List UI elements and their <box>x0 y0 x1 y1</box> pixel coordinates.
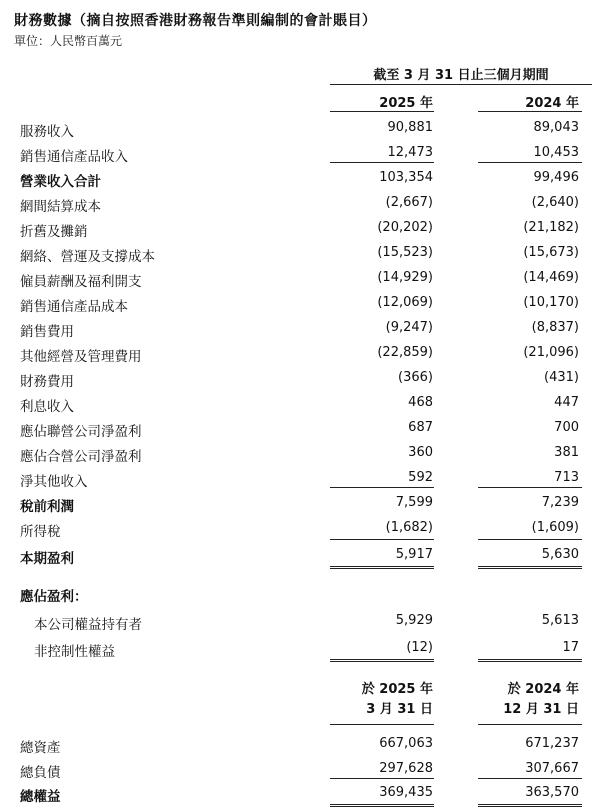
table-row <box>0 241 600 266</box>
value-2024: 7,239 <box>541 495 579 510</box>
value-2025: (9,247) <box>385 320 433 335</box>
attributable-heading: 應佔盈利： <box>20 589 88 605</box>
table-row <box>0 266 600 291</box>
table-row <box>0 166 600 191</box>
row-label: 總權益 <box>20 789 61 805</box>
value-2025: 360 <box>408 445 433 460</box>
value-2024: (1,609) <box>531 520 579 535</box>
row-label: 本公司權益持有者 <box>34 617 142 633</box>
value-2025: 468 <box>408 395 433 410</box>
period-header: 截至 3 月 31 日止三個月期間 <box>373 68 549 83</box>
table-row <box>0 609 600 634</box>
row-label: 網絡、營運及支撐成本 <box>20 249 155 265</box>
value-2025: 667,063 <box>379 736 433 751</box>
row-label: 網間結算成本 <box>20 199 101 215</box>
table-row <box>0 636 600 661</box>
bs-col-2024-line2: 12 月 31 日 <box>503 702 579 717</box>
row-label: 所得稅 <box>20 524 61 540</box>
subtotal-line-2024 <box>478 487 582 488</box>
table-row <box>0 316 600 341</box>
value-2025: 5,917 <box>395 547 433 562</box>
subtotal-line-2025 <box>330 487 434 488</box>
total-double-line-2024 <box>478 566 582 569</box>
value-2024: 713 <box>554 470 579 485</box>
row-label: 銷售通信產品收入 <box>20 149 128 165</box>
value-2025: 103,354 <box>379 170 433 185</box>
row-label: 淨其他收入 <box>20 474 88 490</box>
report-title: 財務數據（摘自按照香港財務報告準則編制的會計賬目） <box>14 13 377 29</box>
subtotal-line-2024 <box>478 162 582 163</box>
table-row <box>0 781 600 806</box>
col-2025-header-underline <box>330 111 434 112</box>
value-2024: (431) <box>544 370 579 385</box>
col-2024-header-underline <box>478 111 582 112</box>
value-2025: 90,881 <box>387 120 433 135</box>
table-row <box>0 366 600 391</box>
row-label: 稅前利潤 <box>20 499 74 515</box>
table-row <box>0 516 600 541</box>
row-label: 應佔聯營公司淨盈利 <box>20 424 142 440</box>
row-label: 其他經營及管理費用 <box>20 349 142 365</box>
value-2025: (22,859) <box>377 345 433 360</box>
value-2024: 10,453 <box>533 145 579 160</box>
value-2025: (366) <box>398 370 433 385</box>
value-2025: 369,435 <box>379 785 433 800</box>
row-label: 本期盈利 <box>20 551 74 567</box>
subtotal-line-2024 <box>478 539 582 540</box>
value-2024: 5,630 <box>541 547 579 562</box>
value-2025: 12,473 <box>387 145 433 160</box>
bs-col-2025-line2: 3 月 31 日 <box>366 702 433 717</box>
total-double-line-2024 <box>478 804 582 807</box>
value-2024: 17 <box>562 640 579 655</box>
value-2024: 307,667 <box>525 761 579 776</box>
subtotal-line-2025 <box>330 778 434 779</box>
value-2024: 381 <box>554 445 579 460</box>
total-double-line-2025 <box>330 566 434 569</box>
bs-col-2025-header <box>362 680 433 720</box>
col-2024-header: 2024 年 <box>525 96 579 111</box>
value-2025: (14,929) <box>377 270 433 285</box>
value-2025: (12,069) <box>377 295 433 310</box>
value-2025: (12) <box>406 640 433 655</box>
row-label: 折舊及攤銷 <box>20 224 88 240</box>
table-row <box>0 416 600 441</box>
row-label: 非控制性權益 <box>34 644 115 660</box>
row-label: 總資產 <box>20 740 61 756</box>
value-2025: 687 <box>408 420 433 435</box>
table-row <box>0 543 600 568</box>
row-label: 僱員薪酬及福利開支 <box>20 274 142 290</box>
table-row <box>0 732 600 757</box>
value-2025: (15,523) <box>377 245 433 260</box>
bs-col-2025-line1: 於 2025 年 <box>361 682 433 697</box>
value-2024: 5,613 <box>541 613 579 628</box>
value-2024: 447 <box>554 395 579 410</box>
table-row <box>0 391 600 416</box>
value-2025: (20,202) <box>377 220 433 235</box>
table-row <box>0 116 600 141</box>
table-row <box>0 291 600 316</box>
row-label: 利息收入 <box>20 399 74 415</box>
table-row <box>0 216 600 241</box>
bs-col-2025-underline <box>330 724 434 725</box>
value-2024: (21,182) <box>523 220 579 235</box>
value-2024: (14,469) <box>523 270 579 285</box>
subtotal-line-2025 <box>330 162 434 163</box>
value-2024: 89,043 <box>533 120 579 135</box>
row-label: 總負債 <box>20 765 61 781</box>
period-underline <box>330 84 592 85</box>
table-row <box>0 491 600 516</box>
table-row <box>0 441 600 466</box>
table-row <box>0 341 600 366</box>
bs-col-2024-underline <box>478 724 582 725</box>
total-double-line-2025 <box>330 659 434 662</box>
unit-label: 單位：人民幣百萬元 <box>14 34 123 48</box>
subtotal-line-2025 <box>330 539 434 540</box>
row-label: 銷售通信產品成本 <box>20 299 128 315</box>
value-2025: 7,599 <box>395 495 433 510</box>
row-label: 營業收入合計 <box>20 174 101 190</box>
value-2024: (21,096) <box>523 345 579 360</box>
value-2024: 700 <box>554 420 579 435</box>
row-label: 財務費用 <box>20 374 74 390</box>
value-2025: (1,682) <box>385 520 433 535</box>
bs-col-2024-header <box>503 680 579 720</box>
value-2024: (8,837) <box>531 320 579 335</box>
total-double-line-2024 <box>478 659 582 662</box>
value-2025: 297,628 <box>379 761 433 776</box>
value-2025: (2,667) <box>385 195 433 210</box>
value-2025: 592 <box>408 470 433 485</box>
value-2025: 5,929 <box>395 613 433 628</box>
value-2024: (10,170) <box>523 295 579 310</box>
col-2025-header: 2025 年 <box>379 96 433 111</box>
value-2024: 671,237 <box>525 736 579 751</box>
value-2024: (15,673) <box>523 245 579 260</box>
value-2024: (2,640) <box>531 195 579 210</box>
row-label: 應佔合營公司淨盈利 <box>20 449 142 465</box>
bs-col-2024-line1: 於 2024 年 <box>507 682 579 697</box>
row-label: 銷售費用 <box>20 324 74 340</box>
value-2024: 363,570 <box>525 785 579 800</box>
total-double-line-2025 <box>330 804 434 807</box>
subtotal-line-2024 <box>478 778 582 779</box>
row-label: 服務收入 <box>20 124 74 140</box>
table-row <box>0 191 600 216</box>
value-2024: 99,496 <box>533 170 579 185</box>
